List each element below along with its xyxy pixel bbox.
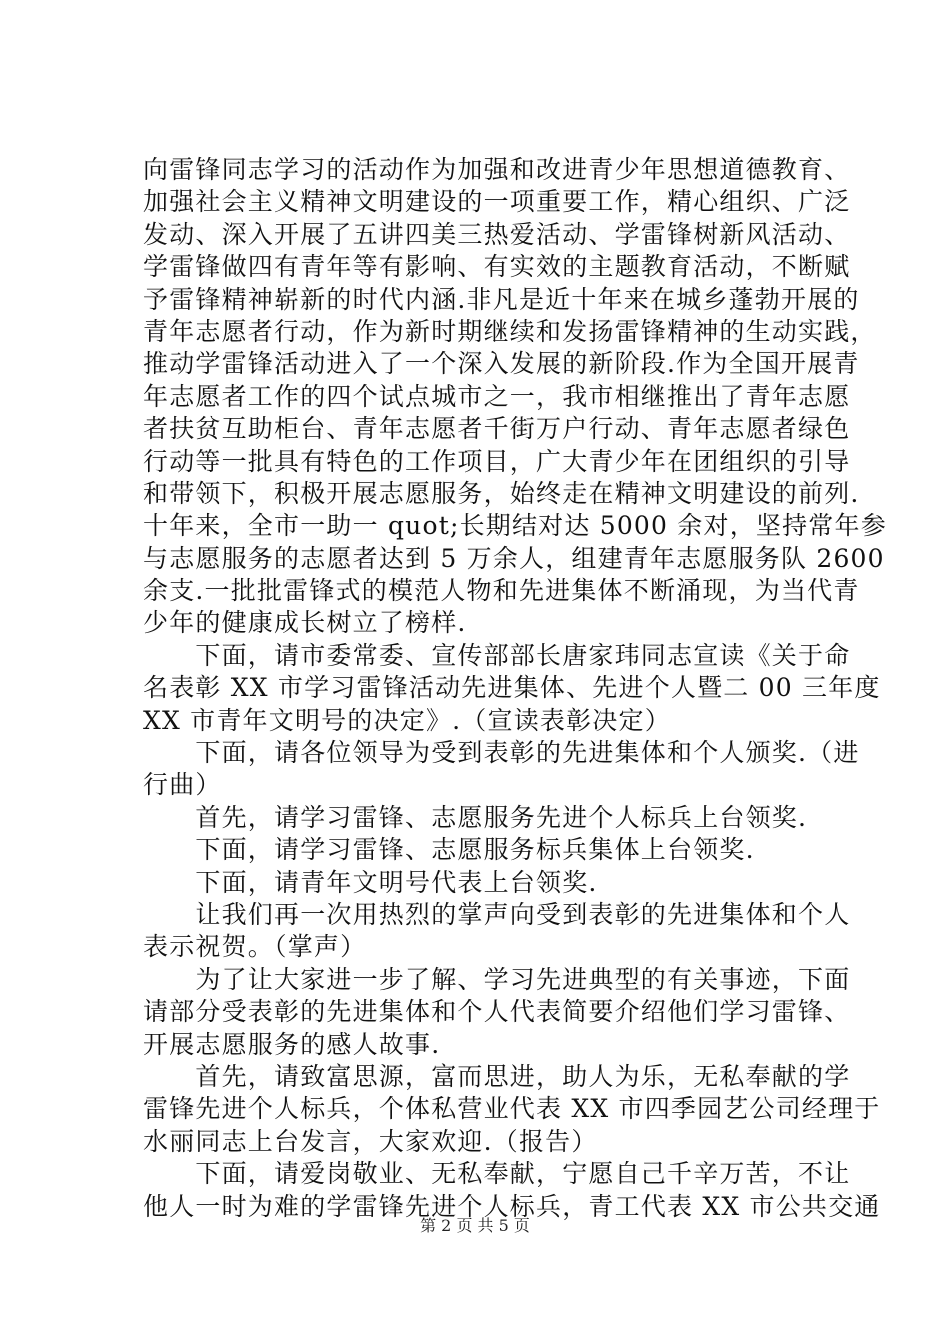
text-line: 下面，请爱岗敬业、无私奉献，宁愿自己千辛万苦，不让 [143, 1159, 851, 1189]
page-footer: 第 2 页 共 5 页 [420, 1216, 530, 1235]
text-line: 雷锋先进个人标兵，个体私营业代表 XX 市四季园艺公司经理于 [143, 1094, 881, 1124]
text-line: 和带领下，积极开展志愿服务，始终走在精神文明建设的前列. [143, 478, 860, 508]
text-line: 下面，请市委常委、宣传部部长唐家玮同志宣读《关于命 [143, 640, 851, 670]
text-line: 表示祝贺。（掌声） [143, 932, 367, 962]
text-line: 首先，请致富思源，富而思进，助人为乐，无私奉献的学 [143, 1061, 851, 1091]
text-line: 十年来，全市一助一 quot;长期结对达 5000 余对，坚持常年参 [143, 511, 887, 541]
text-line: 学雷锋做四有青年等有影响、有实效的主题教育活动，不断赋 [143, 252, 851, 282]
text-line: 余支.一批批雷锋式的模范人物和先进集体不断涌现，为当代青 [143, 576, 860, 606]
text-line: 者扶贫互助柜台、青年志愿者千街万户行动、青年志愿者绿色 [143, 414, 851, 444]
text-line: 年志愿者工作的四个试点城市之一，我市相继推出了青年志愿 [143, 381, 851, 411]
text-line: 下面，请学习雷锋、志愿服务标兵集体上台领奖. [143, 835, 755, 865]
text-line: 予雷锋精神崭新的时代内涵.非凡是近十年来在城乡蓬勃开展的 [143, 284, 860, 314]
text-line: 水丽同志上台发言，大家欢迎.（报告） [143, 1126, 598, 1156]
text-line: 下面，请青年文明号代表上台领奖. [143, 867, 598, 897]
text-line: 他人一时为难的学雷锋先进个人标兵，青工代表 XX 市公共交通 [143, 1191, 881, 1221]
text-line: 行动等一批具有特色的工作项目，广大青少年在团组织的引导 [143, 446, 851, 476]
text-line: 名表彰 XX 市学习雷锋活动先进集体、先进个人暨二 00 三年度 [143, 673, 881, 703]
text-line: 为了让大家进一步了解、学习先进典型的有关事迹，下面 [143, 964, 851, 994]
text-line: 开展志愿服务的感人故事. [143, 1029, 441, 1059]
text-line: 加强社会主义精神文明建设的一项重要工作，精心组织、广泛 [143, 187, 851, 217]
text-line: 与志愿服务的志愿者达到 5 万余人，组建青年志愿服务队 2600 [143, 543, 885, 573]
text-line: 行曲） [143, 770, 222, 800]
text-line: 发动、深入开展了五讲四美三热爱活动、学雷锋树新风活动、 [143, 219, 851, 249]
text-line: 青年志愿者行动，作为新时期继续和发扬雷锋精神的生动实践， [143, 316, 877, 346]
text-line: 下面，请各位领导为受到表彰的先进集体和个人颁奖.（进 [143, 738, 860, 768]
text-line: 向雷锋同志学习的活动作为加强和改进青少年思想道德教育、 [143, 155, 851, 184]
text-line: 首先，请学习雷锋、志愿服务先进个人标兵上台领奖. [143, 802, 808, 832]
body-text [143, 154, 887, 1223]
text-line: 推动学雷锋活动进入了一个深入发展的新阶段.作为全国开展青 [143, 349, 860, 379]
text-line: 请部分受表彰的先进集体和个人代表简要介绍他们学习雷锋、 [143, 997, 851, 1027]
text-line: 让我们再一次用热烈的掌声向受到表彰的先进集体和个人 [143, 899, 851, 929]
text-line: XX 市青年文明号的决定》.（宣读表彰决定） [143, 705, 671, 735]
text-line: 少年的健康成长树立了榜样. [143, 608, 467, 638]
